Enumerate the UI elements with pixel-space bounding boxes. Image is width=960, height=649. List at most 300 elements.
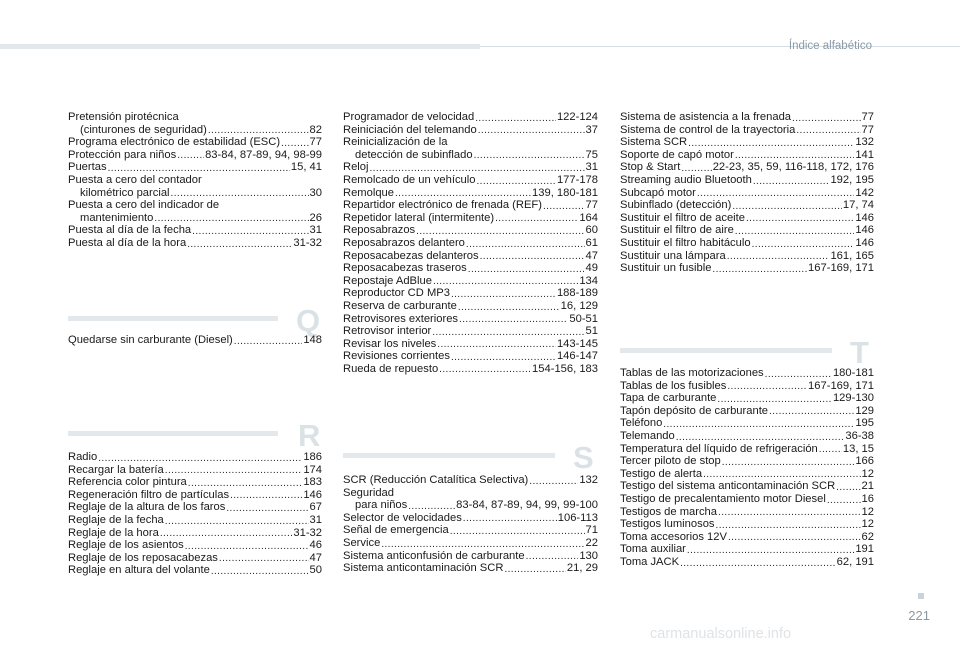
entry-page: 51 (585, 325, 598, 338)
entry-page: 47 (309, 551, 322, 564)
index-entry (343, 487, 598, 500)
entry-page: 36-38 (845, 429, 874, 442)
index-entry (68, 187, 322, 200)
index-entry (343, 363, 598, 376)
dot-leader (476, 176, 555, 187)
entry-label: Subinflado (detección) (620, 199, 732, 212)
dot-leader (281, 138, 309, 149)
entry-page: 174 (303, 463, 322, 476)
entry-page: 177-178 (556, 173, 598, 186)
index-entry (620, 392, 874, 405)
entry-page: 22 (585, 536, 598, 549)
index-entry (343, 212, 598, 225)
index-entry (343, 537, 598, 550)
entry-label: detección de subinflado (355, 148, 473, 161)
index-column-2-r (343, 111, 598, 375)
entry-label: Reposacabezas traseros (343, 262, 467, 275)
index-entry (343, 199, 598, 212)
index-entry (68, 501, 322, 514)
entry-page: 129 (855, 404, 874, 417)
entry-label: Telemando (620, 429, 675, 442)
entry-page: 166 (855, 455, 874, 468)
dot-leader (681, 163, 711, 174)
entry-label: Tapón depósito de carburante (620, 404, 769, 417)
dot-leader (717, 394, 832, 405)
dot-leader (752, 239, 855, 250)
index-entry (620, 136, 874, 149)
entry-page: 148 (303, 334, 322, 346)
section-s-separator (343, 440, 598, 478)
index-entry (68, 514, 322, 527)
entry-page: 26 (309, 211, 322, 224)
index-entry (620, 187, 874, 200)
entry-label: Remolque (343, 186, 394, 199)
entry-label: Referencia color pintura (68, 476, 187, 489)
entry-page: 17, 74 (842, 199, 874, 212)
entry-label: Revisiones corrientes (343, 350, 450, 363)
index-entry (68, 224, 322, 237)
dot-leader (475, 113, 556, 124)
entry-page: 146 (855, 211, 874, 224)
dot-leader (234, 336, 303, 347)
entry-label: Repartidor electrónico de frenada (REF) (343, 199, 542, 212)
entry-label: Retrovisor interior (343, 325, 432, 338)
entry-label: Tablas de las motorizaciones (620, 367, 764, 379)
entry-page: 22-23, 35, 59, 116-118, 172, 176 (712, 161, 874, 174)
header-bar-left (0, 44, 480, 49)
index-entry (620, 149, 874, 162)
entry-label: Reglaje de los asientos (68, 539, 184, 552)
entry-page: 167-169, 171 (808, 379, 874, 392)
index-entry (620, 518, 874, 531)
entry-label: Reposacabezas delanteros (343, 249, 479, 262)
entry-label: Seguridad (343, 486, 395, 499)
index-entry (68, 489, 322, 502)
entry-page: 77 (861, 111, 874, 123)
index-entry (620, 380, 874, 393)
index-column-1-p (68, 111, 322, 250)
entry-label: Testigo del sistema anticontaminación SCR (620, 480, 836, 493)
dot-leader (185, 541, 309, 552)
index-entry (620, 161, 874, 174)
entry-label: Soporte de capó motor (620, 148, 734, 161)
index-entry (620, 367, 874, 380)
entry-label: Reinicialización de la (343, 136, 448, 149)
dot-leader (192, 226, 308, 237)
entry-label: Regeneración filtro de partículas (68, 488, 230, 501)
entry-page: 67 (309, 501, 322, 514)
dot-leader (529, 476, 578, 487)
entry-label: Reiniciación del telemando (343, 123, 477, 136)
dot-leader (370, 163, 585, 174)
entry-label: Puesta al día de la hora (68, 236, 187, 249)
index-entry (68, 334, 322, 347)
index-entry (343, 174, 598, 187)
index-entry (68, 136, 322, 149)
entry-label: Sistema SCR (620, 136, 688, 149)
entry-page: 146 (855, 236, 874, 249)
index-entry (620, 480, 874, 493)
entry-label: Protección para niños (68, 148, 177, 161)
entry-label: (cinturones de seguridad) (80, 123, 207, 136)
dot-leader (437, 339, 556, 350)
dot-leader (187, 239, 292, 250)
entry-label: Pretensión pirotécnica (68, 111, 179, 123)
entry-page: 61 (585, 236, 598, 249)
entry-page: 146-147 (556, 350, 598, 363)
index-column-1-q (68, 334, 322, 347)
index-entry (620, 224, 874, 237)
dot-leader (703, 469, 860, 480)
dot-leader (728, 532, 861, 543)
entry-label: Sustituir el filtro de aire (620, 224, 734, 237)
index-entry (343, 524, 598, 537)
index-entry (343, 187, 598, 200)
index-entry (620, 443, 874, 456)
entry-page: 12 (861, 505, 874, 518)
dot-leader (526, 551, 579, 562)
dot-leader (98, 453, 302, 464)
entry-page: 167-169, 171 (808, 262, 874, 275)
index-entry (343, 275, 598, 288)
index-column-1-r (68, 451, 322, 577)
index-entry (620, 430, 874, 443)
index-entry (343, 149, 598, 162)
dot-leader (165, 516, 309, 527)
entry-page: 62, 191 (836, 555, 874, 568)
dot-leader (474, 150, 585, 161)
section-r-bar (68, 431, 278, 436)
entry-page: 192, 195 (830, 173, 874, 186)
index-entry (343, 313, 598, 326)
index-entry (620, 531, 874, 544)
dot-leader (722, 457, 855, 468)
entry-label: Streaming audio Bluetooth (620, 173, 752, 186)
entry-label: Quedarse sin carburante (Diesel) (68, 334, 233, 346)
dot-leader (211, 566, 309, 577)
dot-leader (792, 113, 861, 124)
entry-page: 37 (585, 123, 598, 136)
dot-leader (478, 125, 585, 136)
entry-page: 21 (861, 480, 874, 493)
entry-page: 62 (861, 530, 874, 543)
section-r-letter: R (298, 418, 321, 453)
index-entry (68, 124, 322, 137)
entry-label: Selector de velocidades (343, 511, 462, 524)
dot-leader (716, 520, 861, 531)
dot-leader (171, 188, 309, 199)
dot-leader (230, 490, 302, 501)
entry-page: 139, 180-181 (532, 186, 598, 199)
dot-leader (827, 495, 861, 506)
index-entry (343, 124, 598, 137)
entry-label: Reglaje de los reposacabezas (68, 551, 218, 564)
index-entry (620, 543, 874, 556)
dot-leader (543, 201, 585, 212)
dot-leader (746, 213, 854, 224)
entry-page: 142 (855, 186, 874, 199)
entry-page: 188-189 (556, 287, 598, 300)
entry-label: Programa electrónico de estabilidad (ESC) (68, 136, 281, 149)
entry-page: 12 (861, 467, 874, 480)
entry-label: Sustituir el filtro de aceite (620, 211, 745, 224)
index-entry (620, 455, 874, 468)
index-entry (343, 499, 598, 512)
dot-leader (495, 213, 578, 224)
entry-page: 31-32 (293, 236, 322, 249)
section-q-letter: Q (296, 303, 321, 338)
index-entry (620, 468, 874, 481)
entry-label: Rueda de repuesto (343, 362, 439, 375)
entry-page: 83-84, 87-89, 94, 99, 99-100 (456, 499, 598, 512)
entry-page: 154-156, 183 (532, 362, 598, 375)
entry-label: Revisar los niveles (343, 337, 437, 350)
index-entry (68, 564, 322, 577)
entry-label: Testigos de marcha (620, 505, 718, 518)
index-entry (343, 161, 598, 174)
entry-label: Programador de velocidad (343, 111, 475, 123)
dot-leader (219, 553, 309, 564)
entry-label: Sustituir una lámpara (620, 249, 726, 262)
index-entry (68, 161, 322, 174)
dot-leader (819, 444, 842, 455)
entry-page: 122-124 (556, 111, 598, 123)
entry-page: 30 (309, 186, 322, 199)
dot-leader (727, 251, 830, 262)
dot-leader (712, 264, 807, 275)
section-q-bar (68, 316, 278, 321)
entry-page: 130 (579, 549, 598, 562)
entry-label: Puesta a cero del contador (68, 173, 202, 186)
dot-leader (687, 545, 854, 556)
entry-label: Retrovisores exteriores (343, 312, 459, 325)
entry-page: 83-84, 87-89, 94, 98-99 (205, 148, 322, 161)
entry-page: 31 (309, 224, 322, 237)
entry-page: 50-51 (569, 312, 598, 325)
dot-leader (676, 432, 845, 443)
watermark: carmanualsonline.info (650, 626, 792, 642)
entry-page: 12 (861, 518, 874, 531)
dot-leader (796, 125, 860, 136)
entry-label: Sustituir un fusible (620, 262, 712, 275)
dot-leader (432, 327, 584, 338)
entry-page: 146 (855, 224, 874, 237)
index-entry (343, 550, 598, 563)
entry-label: para niños (355, 499, 408, 512)
dot-leader (160, 528, 293, 539)
entry-page: 71 (585, 524, 598, 537)
index-entry (343, 136, 598, 149)
entry-page: 191 (855, 543, 874, 556)
entry-page: 143-145 (556, 337, 598, 350)
index-entry (68, 212, 322, 225)
index-entry (68, 539, 322, 552)
entry-page: 50 (309, 564, 322, 577)
entry-page: 16 (861, 492, 874, 505)
dot-leader (450, 526, 585, 537)
entry-label: Repostaje AdBlue (343, 274, 432, 287)
index-entry (343, 474, 598, 487)
dot-leader (108, 163, 290, 174)
index-column-3-t (620, 367, 874, 569)
dot-leader (154, 213, 308, 224)
entry-label: Toma accesorios 12V (620, 530, 727, 543)
entry-label: Service (343, 536, 381, 549)
dot-leader (735, 226, 855, 237)
index-entry (343, 350, 598, 363)
index-entry (68, 451, 322, 464)
dot-leader (727, 381, 807, 392)
corner-marker (918, 593, 924, 599)
dot-leader (697, 188, 854, 199)
entry-label: Testigo de alerta (620, 467, 703, 480)
dot-leader (480, 251, 585, 262)
entry-label: Reloj (343, 161, 369, 174)
index-entry (620, 199, 874, 212)
entry-label: Radio (68, 451, 98, 463)
index-entry (620, 212, 874, 225)
entry-page: 180-181 (832, 367, 874, 379)
index-entry (68, 174, 322, 187)
dot-leader (466, 239, 585, 250)
index-entry (620, 237, 874, 250)
index-column-2-s (343, 474, 598, 575)
index-entry (343, 250, 598, 263)
dot-leader (718, 507, 861, 518)
index-entry (343, 512, 598, 525)
dot-leader (680, 558, 836, 569)
dot-leader (188, 478, 303, 489)
index-entry (343, 111, 598, 124)
entry-page: 186 (303, 451, 322, 463)
entry-label: Tablas de los fusibles (620, 379, 727, 392)
entry-label: Temperatura del líquido de refrigeración (620, 442, 818, 455)
index-entry (68, 527, 322, 540)
dot-leader (463, 513, 557, 524)
entry-label: Testigos luminosos (620, 518, 715, 531)
entry-label: Repetidor lateral (intermitente) (343, 211, 495, 224)
dot-leader (381, 539, 584, 550)
dot-leader (439, 364, 531, 375)
entry-label: Remolcado de un vehículo (343, 173, 476, 186)
entry-label: Recargar la batería (68, 463, 164, 476)
dot-leader (226, 503, 308, 514)
entry-page: 31-32 (293, 526, 322, 539)
dot-leader (765, 369, 832, 380)
entry-label: Señal de emergencia (343, 524, 449, 537)
section-t-letter: T (850, 335, 869, 370)
index-entry (620, 493, 874, 506)
page-title: Índice alfabético (788, 40, 872, 52)
index-entry (620, 556, 874, 569)
section-s-letter: S (573, 440, 594, 475)
entry-label: Sistema anticonfusión de carburante (343, 549, 525, 562)
section-t-bar (620, 348, 832, 353)
entry-page: 164 (579, 211, 598, 224)
entry-page: 129-130 (832, 392, 874, 405)
entry-page: 13, 15 (842, 442, 874, 455)
dot-leader (451, 289, 556, 300)
index-entry (620, 250, 874, 263)
index-entry (620, 111, 874, 124)
dot-leader (459, 314, 568, 325)
entry-page: 132 (855, 136, 874, 149)
entry-page: 82 (309, 123, 322, 136)
index-entry (68, 237, 322, 250)
index-entry (343, 287, 598, 300)
entry-page: 141 (855, 148, 874, 161)
dot-leader (165, 465, 303, 476)
entry-page: 21, 29 (566, 562, 598, 575)
entry-page: 77 (309, 136, 322, 149)
dot-leader (177, 150, 204, 161)
dot-leader (395, 188, 531, 199)
index-entry (343, 562, 598, 575)
entry-label: Reproductor CD MP3 (343, 287, 450, 300)
section-s-bar (343, 453, 555, 458)
entry-label: Sistema de asistencia a la frenada (620, 111, 792, 123)
entry-label: Subcapó motor (620, 186, 696, 199)
entry-page: 146 (303, 488, 322, 501)
entry-page: 15, 41 (290, 161, 322, 174)
entry-page: 47 (585, 249, 598, 262)
entry-label: Reglaje de la hora (68, 526, 159, 539)
entry-page: 161, 165 (830, 249, 874, 262)
entry-page: 106-113 (557, 511, 598, 524)
entry-page: 195 (855, 417, 874, 430)
entry-page: 75 (585, 148, 598, 161)
entry-page: 77 (585, 199, 598, 212)
entry-label: Reglaje de la altura de los faros (68, 501, 226, 514)
entry-label: Sustituir el filtro habitáculo (620, 236, 751, 249)
entry-label: Puesta al día de la fecha (68, 224, 192, 237)
index-entry (343, 262, 598, 275)
dot-leader (663, 419, 854, 430)
dot-leader (769, 406, 854, 417)
entry-label: Tercer piloto de stop (620, 455, 721, 468)
dot-leader (836, 482, 860, 493)
entry-label: Toma auxiliar (620, 543, 686, 556)
entry-label: Teléfono (620, 417, 663, 430)
index-entry (343, 338, 598, 351)
index-column-3-s (620, 111, 874, 275)
index-entry (620, 506, 874, 519)
dot-leader (688, 138, 854, 149)
dot-leader (735, 150, 855, 161)
index-entry (620, 417, 874, 430)
entry-label: Stop & Start (620, 161, 681, 174)
entry-page: 183 (303, 476, 322, 489)
index-entry (343, 237, 598, 250)
page-number: 221 (908, 608, 930, 623)
entry-page: 31 (309, 513, 322, 526)
dot-leader (458, 302, 560, 313)
index-entry (620, 262, 874, 275)
header-bar-right (480, 46, 960, 47)
index-entry (620, 405, 874, 418)
index-entry (343, 325, 598, 338)
dot-leader (504, 564, 565, 575)
entry-label: Puesta a cero del indicador de (68, 199, 220, 212)
index-entry (343, 300, 598, 313)
entry-label: SCR (Reducción Catalítica Selectiva) (343, 474, 529, 486)
index-entry (68, 199, 322, 212)
entry-label: Sistema de control de la trayectoria (620, 123, 796, 136)
entry-label: Tapa de carburante (620, 392, 717, 405)
entry-label: Reglaje en altura del volante (68, 564, 210, 577)
entry-page: 60 (585, 224, 598, 237)
index-entry (68, 149, 322, 162)
